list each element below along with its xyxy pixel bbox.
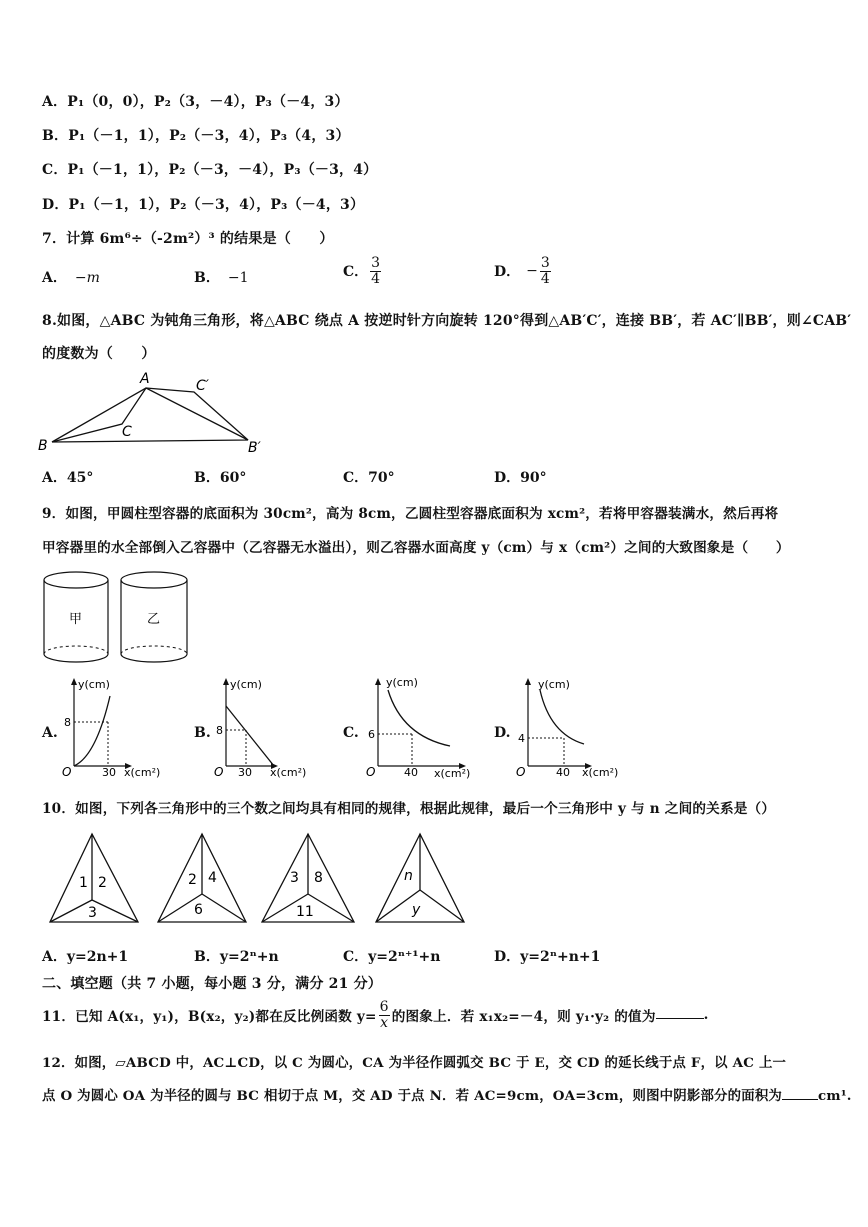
q9-option-d-label: D. xyxy=(494,725,511,741)
cylinder-jia-label: 甲 xyxy=(69,612,83,627)
q11-answer-blank xyxy=(656,1006,704,1019)
svg-text:y(cm): y(cm) xyxy=(386,676,418,689)
triangle-2 xyxy=(158,834,246,922)
q11-line: 11．已知 A(x₁，y₁)，B(x₂，y₂)都在反比例函数 y= $\frac{6}{x}$ 的图象上．若 x₁x₂=－4，则 y₁·y₂ 的值为 . xyxy=(42,999,709,1031)
svg-text:6: 6 xyxy=(194,902,203,918)
svg-text:y: y xyxy=(412,902,421,918)
graph-a xyxy=(60,676,170,781)
svg-text:x(cm²): x(cm²) xyxy=(270,766,307,779)
svg-text:O: O xyxy=(516,765,526,779)
svg-text:y(cm): y(cm) xyxy=(78,678,110,691)
label-C: C xyxy=(122,424,132,440)
graph-d xyxy=(514,676,634,781)
svg-text:8: 8 xyxy=(314,870,323,886)
q10-option-d: D．y=2ⁿ+n+1 xyxy=(494,949,601,965)
svg-text:8: 8 xyxy=(216,724,223,737)
q12-answer-blank xyxy=(782,1087,818,1100)
label-C-prime: C′ xyxy=(196,378,209,394)
cylinder-yi-label: 乙 xyxy=(147,612,161,627)
q9-stem-line1: 9．如图，甲圆柱型容器的底面积为 30cm²，高为 8cm，乙圆柱型容器底面积为 xcm²，若将甲容器装满水，然后再将 xyxy=(42,506,779,522)
q9-option-b-label: B. xyxy=(194,725,211,741)
q7-option-d: D． − $\frac{3}{4}$ xyxy=(494,255,550,287)
triangle-1 xyxy=(50,834,138,922)
svg-text:40: 40 xyxy=(404,766,418,779)
q8-figure xyxy=(36,368,266,458)
label-B: B xyxy=(38,438,48,454)
label-A: A xyxy=(140,371,150,387)
q12-line1: 12．如图，▱ABCD 中，AC⊥CD，以 C 为圆心，CA 为半径作圆弧交 BC 于 E，交 CD 的延长线于点 F，以 AC 上一 xyxy=(42,1055,787,1071)
q7-option-b: B． −1 xyxy=(194,270,249,286)
svg-text:x(cm²): x(cm²) xyxy=(124,766,161,779)
q8-option-d: D．90° xyxy=(494,470,547,486)
q7-option-c: C． $\frac{3}{4}$ xyxy=(343,255,381,287)
svg-text:n: n xyxy=(404,868,413,884)
svg-text:O: O xyxy=(214,765,224,779)
q9-stem-line2: 甲容器里的水全部倒入乙容器中（乙容器无水溢出），则乙容器水面高度 y（cm）与 x（cm²）之间的大致图象是（ ） xyxy=(42,540,790,556)
q8-stem-line2: 的度数为（ ） xyxy=(42,346,156,362)
svg-text:1: 1 xyxy=(79,875,88,891)
svg-text:4: 4 xyxy=(518,732,525,745)
svg-text:30: 30 xyxy=(102,766,116,779)
q8-option-c: C．70° xyxy=(343,470,395,486)
svg-text:4: 4 xyxy=(208,870,217,886)
svg-text:30: 30 xyxy=(238,766,252,779)
svg-text:2: 2 xyxy=(188,872,197,888)
svg-text:40: 40 xyxy=(556,766,570,779)
q9-option-c-label: C. xyxy=(343,725,359,741)
q6-option-d: D．P₁（－1，1），P₂（－3，4），P₃（－4，3） xyxy=(42,197,365,213)
q8-stem-line1: 8.如图，△ABC 为钝角三角形，将△ABC 绕点 A 按逆时针方向旋转 120°得到△AB′C′，连接 BB′，若 AC′∥BB′，则∠CAB′ xyxy=(42,313,852,329)
svg-text:O: O xyxy=(366,765,376,779)
q9-option-a-label: A. xyxy=(42,725,58,741)
svg-text:O: O xyxy=(62,765,72,779)
svg-text:6: 6 xyxy=(368,728,375,741)
graph-b xyxy=(212,676,322,781)
svg-text:3: 3 xyxy=(290,870,299,886)
graph-c xyxy=(362,676,482,781)
svg-text:x(cm²): x(cm²) xyxy=(434,767,471,780)
q10-triangles xyxy=(46,830,486,930)
q7-stem: 7．计算 6m⁶÷（-2m²）³ 的结果是（ ） xyxy=(42,231,334,247)
q8-option-a: A．45° xyxy=(42,470,94,486)
q10-stem: 10．如图，下列各三角形中的三个数之间均具有相同的规律，根据此规律，最后一个三角形中 y 与 n 之间的关系是（） xyxy=(42,801,776,817)
q6-option-b: B．P₁（－1，1），P₂（－3，4），P₃（4，3） xyxy=(42,128,350,144)
q10-option-a: A．y=2n+1 xyxy=(42,949,129,965)
svg-text:y(cm): y(cm) xyxy=(538,678,570,691)
label-B-prime: B′ xyxy=(248,440,261,456)
svg-text:3: 3 xyxy=(88,905,97,921)
q8-option-b: B．60° xyxy=(194,470,247,486)
svg-text:11: 11 xyxy=(296,904,314,920)
cylinders-figure xyxy=(40,568,210,668)
q10-option-c: C．y=2ⁿ⁺¹+n xyxy=(343,949,441,965)
section-2-heading: 二、填空题（共 7 小题，每小题 3 分，满分 21 分） xyxy=(42,976,383,992)
q6-option-c: C．P₁（－1，1），P₂（－3，－4），P₃（－3，4） xyxy=(42,162,378,178)
svg-text:8: 8 xyxy=(64,716,71,729)
svg-text:2: 2 xyxy=(98,875,107,891)
triangle-4 xyxy=(376,834,464,922)
q6-option-a: A．P₁（0，0），P₂（3，－4），P₃（－4，3） xyxy=(42,94,349,110)
triangle-3 xyxy=(262,834,354,922)
svg-text:y(cm): y(cm) xyxy=(230,678,262,691)
svg-text:x(cm²): x(cm²) xyxy=(582,766,619,779)
q10-option-b: B．y=2ⁿ+n xyxy=(194,949,279,965)
q12-line2: 点 O 为圆心 OA 为半径的圆与 BC 相切于点 M，交 AD 于点 N．若 AC=9cm，OA=3cm，则图中阴影部分的面积为 cm¹. xyxy=(42,1088,852,1104)
q7-option-a: A． −m xyxy=(42,270,100,286)
